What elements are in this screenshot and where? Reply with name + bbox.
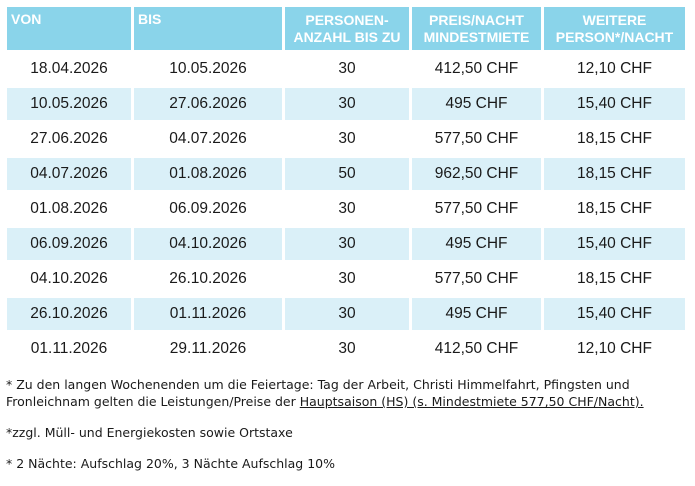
cell-personen: 30 — [285, 88, 409, 120]
cell-weitere: 18,15 CHF — [544, 158, 685, 190]
table-row — [7, 53, 685, 85]
cell-weitere: 12,10 CHF — [577, 60, 652, 77]
table-row — [7, 158, 685, 190]
cell-personen: 30 — [285, 228, 409, 260]
cell-personen: 30 — [285, 298, 409, 330]
cell-preis: 495 CHF — [412, 298, 541, 330]
cell-personen: 30 — [338, 60, 356, 77]
header-von: VON — [7, 7, 131, 50]
table-row — [7, 298, 685, 330]
table-header-row — [7, 7, 685, 50]
cell-bis: 04.10.2026 — [134, 228, 282, 260]
cell-personen: 50 — [285, 158, 409, 190]
cell-bis: 01.08.2026 — [134, 158, 282, 190]
table-row — [7, 88, 685, 120]
cell-preis: 495 CHF — [412, 88, 541, 120]
cell-preis: 962,50 CHF — [412, 158, 541, 190]
cell-von: 27.06.2026 — [30, 130, 108, 147]
cell-bis: 26.10.2026 — [169, 270, 247, 287]
cell-von: 26.10.2026 — [7, 298, 131, 330]
footnote-holidays: * Zu den langen Wochenenden um die Feiertage: Tag der Arbeit, Christi Himmelfahrt, Pfingsten und Fronleichnam gelten die Leistungen/Preise der Hauptsaison (HS) (s. Mindestmiete 577,50 CHF/Nacht). — [6, 377, 644, 409]
cell-bis: 10.05.2026 — [169, 60, 247, 77]
cell-weitere: 15,40 CHF — [544, 228, 685, 260]
cell-preis: 412,50 CHF — [434, 340, 519, 357]
cell-weitere: 15,40 CHF — [544, 88, 685, 120]
footnote-surcharge: * 2 Nächte: Aufschlag 20%, 3 Nächte Aufschlag 10% — [6, 456, 335, 471]
price-table — [4, 4, 688, 368]
cell-bis: 27.06.2026 — [134, 88, 282, 120]
table-row — [7, 193, 685, 225]
footnote-extra-costs: *zzgl. Müll- und Energiekosten sowie Ortstaxe — [6, 425, 293, 440]
table-row — [7, 228, 685, 260]
cell-bis: 01.11.2026 — [134, 298, 282, 330]
header-bis: BIS — [134, 7, 282, 50]
header-personen: PERSONEN- ANZAHL BIS ZU — [285, 7, 409, 50]
cell-von: 04.07.2026 — [7, 158, 131, 190]
cell-weitere: 18,15 CHF — [577, 200, 652, 217]
cell-personen: 30 — [338, 270, 356, 287]
cell-personen: 30 — [338, 130, 356, 147]
cell-personen: 30 — [338, 200, 356, 217]
cell-weitere: 15,40 CHF — [544, 298, 685, 330]
hauptsaison-link[interactable]: Hauptsaison (HS) (s. Mindestmiete 577,50 CHF/Nacht). — [299, 394, 644, 409]
cell-von: 18.04.2026 — [30, 60, 108, 77]
cell-bis: 06.09.2026 — [169, 200, 247, 217]
cell-bis: 29.11.2026 — [169, 340, 247, 357]
cell-von: 06.09.2026 — [7, 228, 131, 260]
cell-von: 04.10.2026 — [30, 270, 108, 287]
cell-preis: 577,50 CHF — [434, 200, 519, 217]
cell-preis: 495 CHF — [412, 228, 541, 260]
cell-preis: 412,50 CHF — [434, 60, 519, 77]
cell-von: 01.08.2026 — [30, 200, 108, 217]
cell-von: 01.11.2026 — [30, 340, 108, 357]
cell-weitere: 18,15 CHF — [577, 270, 652, 287]
cell-von: 10.05.2026 — [7, 88, 131, 120]
cell-weitere: 18,15 CHF — [577, 130, 652, 147]
table-row — [7, 263, 685, 295]
cell-bis: 04.07.2026 — [169, 130, 247, 147]
header-weitere: WEITERE PERSON*/NACHT — [544, 7, 685, 50]
table-row — [7, 123, 685, 155]
cell-preis: 577,50 CHF — [434, 270, 519, 287]
cell-weitere: 12,10 CHF — [577, 340, 652, 357]
cell-personen: 30 — [338, 340, 356, 357]
header-preis: PREIS/NACHT MINDESTMIETE — [412, 7, 541, 50]
table-row — [7, 333, 685, 365]
footnotes — [6, 376, 686, 486]
cell-preis: 577,50 CHF — [434, 130, 519, 147]
